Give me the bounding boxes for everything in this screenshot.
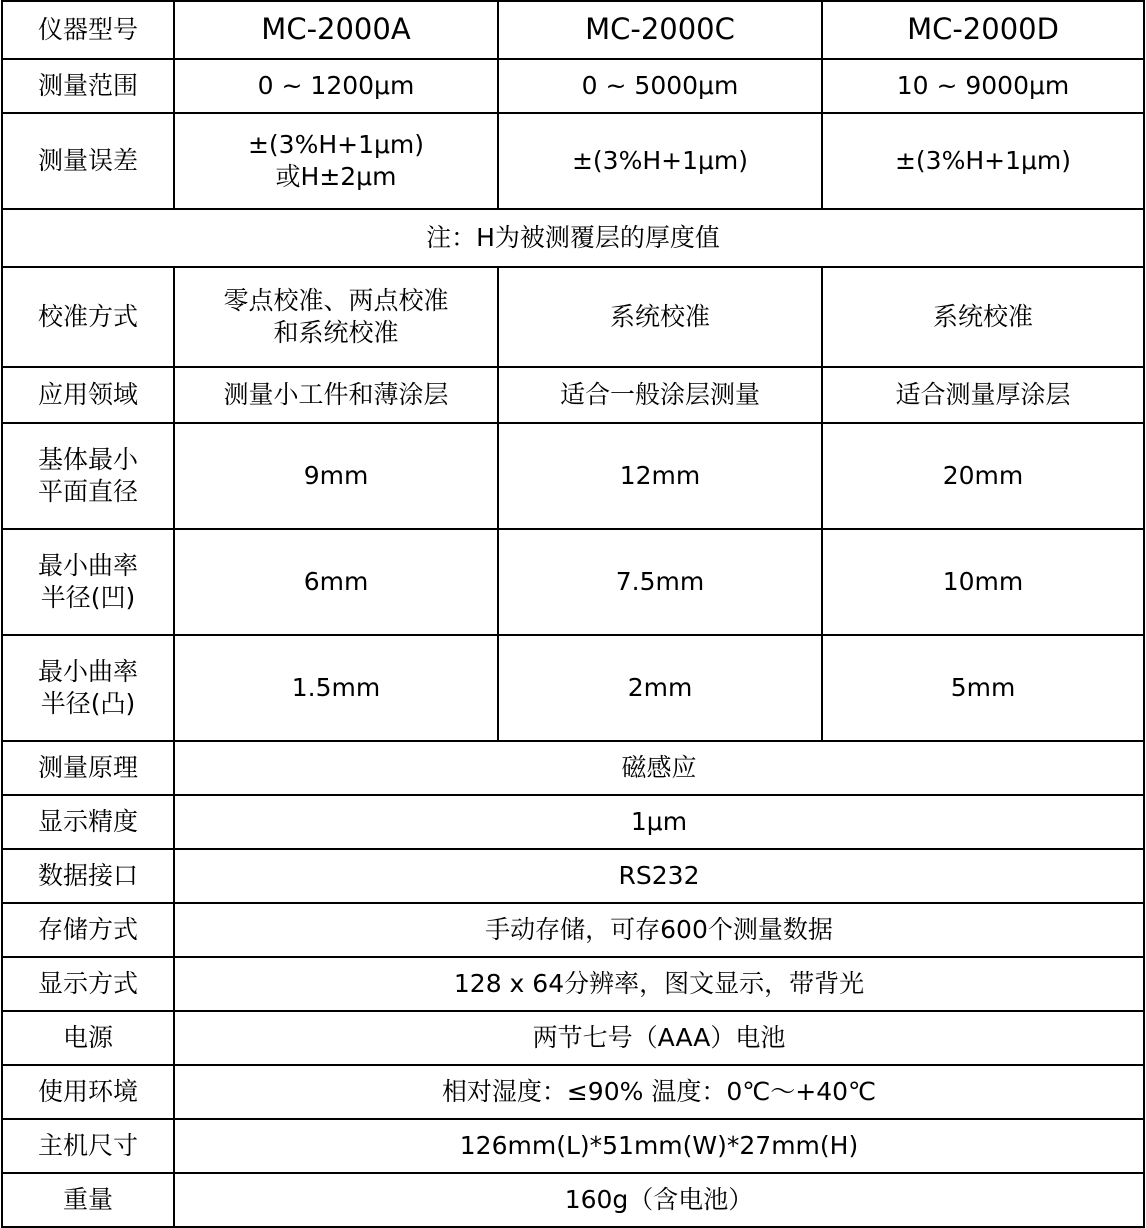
weight-row-label: 重量 — [2, 1173, 174, 1227]
table-row — [2, 849, 1144, 903]
min-substrate-diameter-row-value-3: 20mm — [822, 423, 1144, 529]
application-row-value-2: 适合一般涂层测量 — [498, 367, 822, 423]
table-row — [2, 1119, 1144, 1173]
table-row — [2, 209, 1144, 267]
table-row — [2, 957, 1144, 1011]
table-row — [2, 741, 1144, 795]
table-row — [2, 1011, 1144, 1065]
display-mode-row-value: 128 x 64分辨率，图文显示，带背光 — [174, 957, 1144, 1011]
table-row — [2, 113, 1144, 209]
environment-row-value: 相对湿度：≤90% 温度：0℃～+40℃ — [174, 1065, 1144, 1119]
application-row-label: 应用领域 — [2, 367, 174, 423]
table-row — [2, 529, 1144, 635]
table-row — [2, 903, 1144, 957]
model-row-value-3: MC-2000D — [822, 1, 1144, 59]
measuring-principle-row-label: 测量原理 — [2, 741, 174, 795]
calibration-row-value-2: 系统校准 — [498, 267, 822, 367]
model-row-label: 仪器型号 — [2, 1, 174, 59]
table-row — [2, 1065, 1144, 1119]
min-curvature-convex-row-value-1: 1.5mm — [174, 635, 498, 741]
min-curvature-concave-row-label: 最小曲率 半径(凹) — [2, 529, 174, 635]
measuring-principle-row-value: 磁感应 — [174, 741, 1144, 795]
measuring-range-row-value-3: 10 ~ 9000μm — [822, 59, 1144, 113]
dimensions-row-value: 126mm(L)*51mm(W)*27mm(H) — [174, 1119, 1144, 1173]
weight-row-value: 160g（含电池） — [174, 1173, 1144, 1227]
environment-row-label: 使用环境 — [2, 1065, 174, 1119]
model-row-value-2: MC-2000C — [498, 1, 822, 59]
measuring-error-row-value-2: ±(3%H+1μm) — [498, 113, 822, 209]
calibration-row-value-1: 零点校准、两点校准 和系统校准 — [174, 267, 498, 367]
display-resolution-row-value: 1μm — [174, 795, 1144, 849]
error-note-row-note-cell: 注：H为被测覆层的厚度值 — [2, 209, 1144, 267]
measuring-range-row-value-2: 0 ~ 5000μm — [498, 59, 822, 113]
dimensions-row-label: 主机尺寸 — [2, 1119, 174, 1173]
measuring-error-row-value-1: ±(3%H+1μm) 或H±2μm — [174, 113, 498, 209]
table-row — [2, 267, 1144, 367]
data-interface-row-label: 数据接口 — [2, 849, 174, 903]
storage-row-label: 存储方式 — [2, 903, 174, 957]
model-row-value-1: MC-2000A — [174, 1, 498, 59]
table-row — [2, 423, 1144, 529]
table-row — [2, 795, 1144, 849]
storage-row-value: 手动存储，可存600个测量数据 — [174, 903, 1144, 957]
application-row-value-1: 测量小工件和薄涂层 — [174, 367, 498, 423]
min-substrate-diameter-row-value-1: 9mm — [174, 423, 498, 529]
table-row — [2, 1173, 1144, 1227]
display-resolution-row-label: 显示精度 — [2, 795, 174, 849]
table-row — [2, 367, 1144, 423]
min-substrate-diameter-row-label: 基体最小 平面直径 — [2, 423, 174, 529]
calibration-row-label: 校准方式 — [2, 267, 174, 367]
measuring-range-row-value-1: 0 ~ 1200μm — [174, 59, 498, 113]
data-interface-row-value: RS232 — [174, 849, 1144, 903]
min-curvature-convex-row-value-3: 5mm — [822, 635, 1144, 741]
min-substrate-diameter-row-value-2: 12mm — [498, 423, 822, 529]
measuring-error-row-value-3: ±(3%H+1μm) — [822, 113, 1144, 209]
power-row-value: 两节七号（AAA）电池 — [174, 1011, 1144, 1065]
table-row — [2, 1, 1144, 59]
min-curvature-convex-row-value-2: 2mm — [498, 635, 822, 741]
display-mode-row-label: 显示方式 — [2, 957, 174, 1011]
table-row — [2, 635, 1144, 741]
min-curvature-convex-row-label: 最小曲率 半径(凸) — [2, 635, 174, 741]
measuring-range-row-label: 测量范围 — [2, 59, 174, 113]
calibration-row-value-3: 系统校准 — [822, 267, 1144, 367]
measuring-error-row-label: 测量误差 — [2, 113, 174, 209]
power-row-label: 电源 — [2, 1011, 174, 1065]
table-row — [2, 59, 1144, 113]
specification-table-body — [2, 1, 1144, 1227]
min-curvature-concave-row-value-3: 10mm — [822, 529, 1144, 635]
application-row-value-3: 适合测量厚涂层 — [822, 367, 1144, 423]
min-curvature-concave-row-value-2: 7.5mm — [498, 529, 822, 635]
specification-table — [1, 0, 1145, 1228]
min-curvature-concave-row-value-1: 6mm — [174, 529, 498, 635]
